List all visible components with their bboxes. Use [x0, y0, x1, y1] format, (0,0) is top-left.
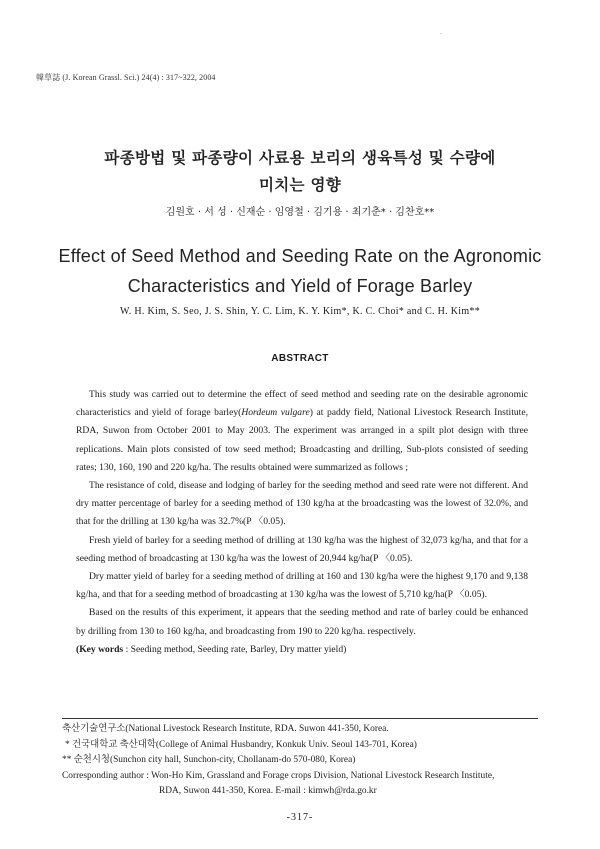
- abstract-p1-text-b: ) at paddy field, National Livestock Research Institute, RDA, Suwon from October 2001 to May 2003. The experiment was arranged in a spilt plot design with three replications. Main plots consisted of tow seed method; Broadcasting and drilling, Sub-plots consisted of seeding rates; 130, 160, 190 and 220 kg/ha. The results obtained were summarized as follows ;: [76, 407, 528, 473]
- corner-mark: -: [440, 31, 442, 37]
- korean-title-line-2: 미치는 영향: [258, 176, 342, 194]
- journal-reference: 韓草誌 (J. Korean Grassl. Sci.) 24(4) : 317~322, 2004: [36, 73, 216, 82]
- abstract-paragraph-3: Fresh yield of barley for a seeding method of drilling at 130 kg/ha was the highest of 32,073 kg/ha, and that for a seeding method of broadcasting at 130 kg/ha was the lowest of 20,944 kg/ha(P 〈0.05).: [76, 534, 528, 564]
- english-authors: W. H. Kim, S. Seo, J. S. Shin, Y. C. Lim, K. Y. Kim*, K. C. Choi* and C. H. Kim**: [119, 306, 481, 317]
- footnote-affiliation-3: ** 순천시청(Sunchon city hall, Sunchon-city, Chollanam-do 570-080, Korea): [62, 755, 356, 765]
- english-title-line-1: Effect of Seed Method and Seeding Rate on the Agronomic: [58, 246, 542, 266]
- keywords-text: : Seeding method, Seeding rate, Barley, Dry matter yield): [123, 643, 347, 655]
- abstract-p1-text-a: This study was carried out to determine the effect of seed method and seeding rate on the desirable agronomic characteristics and yield of forage barley(: [76, 389, 528, 419]
- abstract-heading: ABSTRACT: [271, 353, 329, 364]
- footnote-corresponding-author: Corresponding author : Won-Ho Kim, Grassland and Forage crops Division, National Livestock Research Institute,: [62, 770, 495, 781]
- abstract-paragraph-2: The resistance of cold, disease and lodging of barley for the seeding method and seed rate were not different. And dry matter percentage of barley for a seeding method of 130 kg/ha at the broadcasting was the lowest of 32.0%, and that for the drilling at 130 kg/ha was 32.7%(P 〈0.05).: [76, 480, 528, 528]
- footnote-corresponding-address: RDA, Suwon 441-350, Korea. E-mail : kimwh@rda.go.kr: [159, 786, 377, 796]
- english-title-line-2: Characteristics and Yield of Forage Barley: [127, 276, 473, 296]
- abstract-paragraph-5: Based on the results of this experiment, it appears that the seeding method and rate of barley could be enhanced by drilling from 130 to 160 kg/ha, and broadcasting from 190 to 220 kg/ha. respectively.: [76, 607, 528, 637]
- keywords: [76, 641, 528, 659]
- page-number: -317-: [286, 812, 314, 823]
- korean-title-line-1: 파종방법 및 파종량이 사료용 보리의 생육특성 및 수량에: [104, 149, 496, 167]
- species-name: Hordeum vulgare: [241, 407, 310, 419]
- abstract-paragraph-1: [76, 386, 528, 477]
- footnote-affiliation-2: * 건국대학교 축산대학(College of Animal Husbandry, Konkuk Univ. Seoul 143-701, Korea): [65, 739, 417, 750]
- korean-authors: 김원호 · 서 성 · 신재순 · 임영철 · 김기용 · 최기춘* · 김찬호**: [165, 207, 435, 218]
- keywords-label: (Key words: [76, 643, 124, 655]
- footnote-divider: [62, 718, 538, 719]
- footnotes: [62, 722, 542, 800]
- abstract-paragraph-4: Dry matter yield of barley for a seeding method of drilling at 160 and 130 kg/ha were the highest 9,170 and 9,138 kg/ha, and that for a seeding method of broadcasting at 130 kg/ha was the lowest of 5,710 kg/ha(P 〈0.05).: [76, 571, 528, 601]
- abstract-body: [76, 386, 528, 659]
- footnote-affiliation-1: 축산기술연구소(National Livestock Research Institute, RDA. Suwon 441-350, Korea.: [62, 724, 389, 734]
